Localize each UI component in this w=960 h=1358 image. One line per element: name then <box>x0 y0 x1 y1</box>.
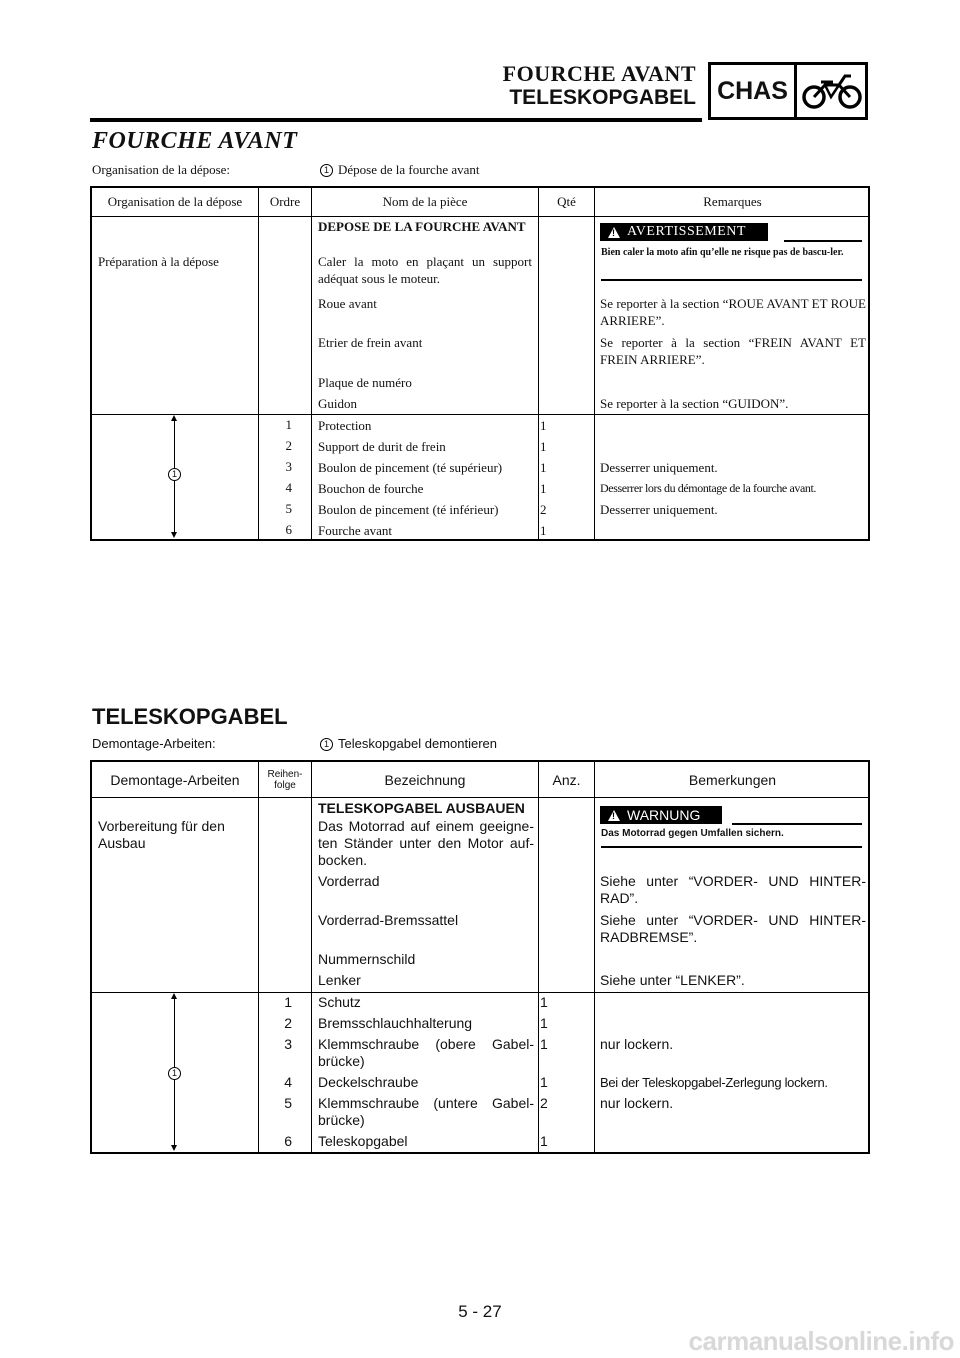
row-qty: 2 <box>540 1095 548 1111</box>
prep-label: Vorbereitung für den Ausbau <box>98 818 225 851</box>
col-header: Nom de la pièce <box>382 194 468 209</box>
warning-label: AVERTISSEMENT <box>627 224 746 239</box>
prep-item-name: Guidon <box>318 396 357 411</box>
section-heading-de: TELESKOPGABEL <box>92 704 288 729</box>
prep-item-remark: Se reporter à la section “GUIDON”. <box>600 396 789 411</box>
warning-badge <box>600 223 768 241</box>
organisation-step-text: Dépose de la fourche avant <box>338 162 480 177</box>
row-qty: 1 <box>540 994 548 1010</box>
organisation-step <box>320 736 497 751</box>
warning-triangle-icon <box>608 810 620 821</box>
row-remark: Desserrer uniquement. <box>600 460 718 475</box>
row-remark: Bei der Teleskopgabel-Zerlegung lockern. <box>600 1075 828 1090</box>
arrow-head-down <box>171 1145 177 1151</box>
step-number-circle: 1 <box>168 1067 181 1080</box>
col-header: Bemerkungen <box>688 771 777 788</box>
prep-heading: TELESKOPGABEL AUSBAUEN <box>318 800 525 816</box>
row-order: 4 <box>284 1074 292 1090</box>
prep-item-name: Etrier de frein avant <box>318 335 423 350</box>
col-header: Bezeichnung <box>384 771 466 788</box>
warning-badge <box>600 806 722 824</box>
header-title-fr: FOURCHE AVANT <box>502 61 696 86</box>
header-rule <box>90 118 702 122</box>
section-tag: CHAS <box>717 76 788 105</box>
col-header: Anz. <box>552 771 581 788</box>
row-qty: 1 <box>540 439 547 454</box>
warning-text: Das Motorrad gegen Umfallen sichern. <box>601 828 784 839</box>
arrow-head-down <box>171 532 177 538</box>
warning-rule-bottom <box>601 846 862 848</box>
row-qty: 1 <box>540 418 547 433</box>
row-qty: 2 <box>540 502 547 517</box>
row-qty: 1 <box>540 1074 548 1090</box>
warning-text: Bien caler la moto afin qu’elle ne risque pas de bascu-ler. <box>601 247 844 258</box>
prep-item-remark: Se reporter à la section “FREIN AVANT ET FREIN ARRIERE”. <box>600 335 866 367</box>
row-qty: 1 <box>540 460 547 475</box>
row-name: Schutz <box>318 994 361 1010</box>
row-order: 6 <box>285 522 292 537</box>
watermark-link[interactable]: carmanualsonline.info <box>688 1326 954 1356</box>
step-number-circle: 1 <box>320 738 333 751</box>
row-remark: nur lockern. <box>600 1095 674 1111</box>
organisation-label: Organisation de la dépose: <box>92 162 231 177</box>
section-tag-divider <box>794 65 797 117</box>
row-qty: 1 <box>540 1036 548 1052</box>
prep-item-name: Vorderrad-Bremssattel <box>318 912 459 928</box>
prep-item-remark: Siehe unter “VORDER- UND HINTER-RADBREMSE”. <box>600 912 866 945</box>
prep-item-name: Nummernschild <box>318 951 416 967</box>
row-name: Klemmschraube (obere Gabel-brücke) <box>318 1036 534 1069</box>
row-name: Bouchon de fourche <box>318 481 424 496</box>
row-remark: Desserrer lors du démontage de la fourche avant. <box>600 481 817 495</box>
row-name: Bremsschlauchhalterung <box>318 1015 473 1031</box>
row-order: 3 <box>285 459 292 474</box>
row-name: Klemmschraube (untere Gabel-brücke) <box>318 1095 534 1128</box>
row-name: Deckelschraube <box>318 1074 419 1090</box>
warning-label: WARNUNG <box>627 807 701 823</box>
row-order: 1 <box>284 994 292 1010</box>
removal-table-fr <box>90 186 870 541</box>
row-qty: 1 <box>540 1015 548 1031</box>
row-qty: 1 <box>540 481 547 496</box>
row-name: Boulon de pincement (té inférieur) <box>318 502 499 517</box>
row-name: Fourche avant <box>318 523 393 538</box>
row-order: 3 <box>284 1036 292 1052</box>
row-name: Boulon de pincement (té supérieur) <box>318 460 503 475</box>
row-remark: nur lockern. <box>600 1036 674 1052</box>
row-order: 1 <box>285 417 292 432</box>
warning-rule-top <box>732 823 862 825</box>
prep-item-remark: Se reporter à la section “ROUE AVANT ET ROUE ARRIERE”. <box>600 296 866 328</box>
row-name: Support de durit de frein <box>318 439 446 454</box>
step-number-circle: 1 <box>320 164 333 177</box>
removal-table-de <box>90 760 870 1154</box>
col-header: Organisation de la dépose <box>107 194 243 209</box>
row-qty: 1 <box>540 1133 548 1149</box>
prep-item-name: Lenker <box>318 972 361 988</box>
organisation-step <box>320 162 480 178</box>
section-heading-fr: FOURCHE AVANT <box>92 128 298 154</box>
header-title-de: TELESKOPGABEL <box>509 86 696 109</box>
organisation-label: Demontage-Arbeiten: <box>92 736 216 751</box>
row-order: 4 <box>285 480 292 495</box>
row-order: 5 <box>284 1095 292 1111</box>
organisation-step-text: Teleskopgabel demontieren <box>338 736 497 751</box>
col-header: Qté <box>557 194 576 209</box>
prep-text: Das Motorrad auf einem geeigne-ten Ständer unter den Motor auf-bocken. <box>318 818 534 868</box>
step-number-circle: 1 <box>168 468 181 481</box>
row-order: 2 <box>284 1015 292 1031</box>
prep-item-name: Roue avant <box>318 296 377 311</box>
row-order: 2 <box>285 438 292 453</box>
warning-triangle-icon <box>608 227 620 238</box>
row-order: 6 <box>284 1133 292 1149</box>
row-name: Protection <box>318 418 372 433</box>
row-order: 5 <box>285 501 292 516</box>
prep-heading: DEPOSE DE LA FOURCHE AVANT <box>318 219 526 234</box>
prep-item-remark: Siehe unter “LENKER”. <box>600 972 745 988</box>
row-qty: 1 <box>540 523 547 538</box>
warning-rule-bottom <box>601 279 862 281</box>
prep-text: Caler la moto en plaçant un support adéquat sous le moteur. <box>318 254 532 286</box>
warning-rule-top <box>784 240 862 242</box>
col-header: Remarques <box>703 194 762 209</box>
prep-label: Préparation à la dépose <box>98 254 219 269</box>
col-header: Demontage-Arbeiten <box>110 771 240 788</box>
row-remark: Desserrer uniquement. <box>600 502 718 517</box>
section-tag-box <box>708 62 868 120</box>
page-number: 5 - 27 <box>458 1302 502 1321</box>
prep-item-name: Vorderrad <box>318 873 380 889</box>
prep-item-remark: Siehe unter “VORDER- UND HINTER-RAD”. <box>600 873 866 906</box>
motorcycle-icon <box>801 69 863 113</box>
prep-item-name: Plaque de numéro <box>318 375 412 390</box>
row-name: Teleskopgabel <box>318 1133 408 1149</box>
col-header: Ordre <box>269 194 301 209</box>
col-header: Reihen-folge <box>267 768 303 791</box>
